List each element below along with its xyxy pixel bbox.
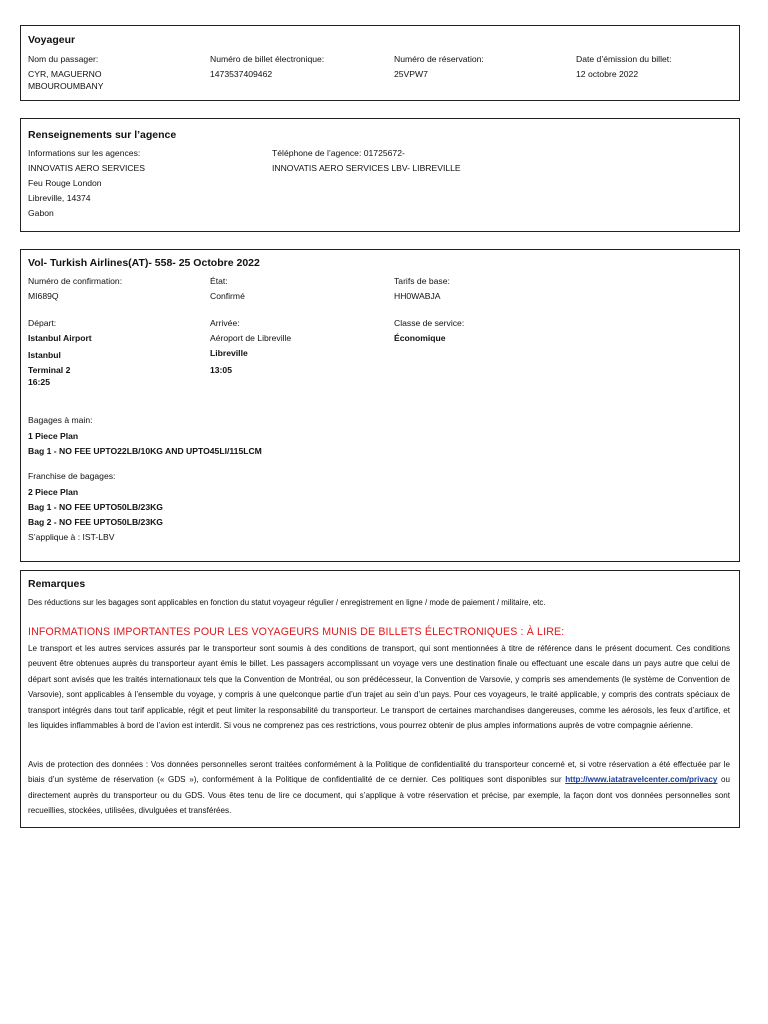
arrival-city: Libreville [210,348,248,358]
section-title: Voyageur [28,34,76,46]
flight-title: Vol- Turkish Airlines(AT)- 558- 25 Octobre 2022 [28,257,260,269]
flight-section [20,249,740,562]
allowance-pieces: 2 Piece Plan [28,487,79,497]
confirmation-value: MI689Q [28,291,59,301]
agency-phone-name: INNOVATIS AERO SERVICES LBV- LIBREVILLE [272,163,461,173]
carry-on-label: Bagages à main: [28,415,93,425]
issue-date-label: Date d’émission du billet: [576,54,672,64]
departure-label: Départ: [28,318,57,328]
allowance-bag2: Bag 2 - NO FEE UPTO50LB/23KG [28,517,163,527]
reservation-value: 25VPW7 [394,69,428,79]
status-label: État: [210,276,228,286]
section-title: Renseignements sur l’agence [28,129,177,141]
privacy-link[interactable]: http://www.iatatravelcenter.com/privacy [565,775,718,785]
important-heading: INFORMATIONS IMPORTANTES POUR LES VOYAGEURS MUNIS DE BILLETS ÉLECTRONIQUES : À LIRE: [28,626,565,638]
agency-section [20,118,740,232]
passenger-name-line2: MBOUROUMBANY [28,81,104,91]
carry-on-bag1: Bag 1 - NO FEE UPTO22LB/10KG AND UPTO45LI/115LCM [28,446,262,456]
remarks-section [20,570,740,828]
agency-address-line2: Libreville, 14374 [28,193,91,203]
privacy-text-before: Avis de protection des données : Vos données personnelles seront traitées conformément à la Politique de confidentialité du transporteur concerné et, si votre réservation a été effectuée par le biais d’un système de réservation (« GDS »), conformément à la Politique de confidentialité de ce dernier. Ces politiques sont disponibles sur [28,760,730,785]
departure-time: 16:25 [28,377,50,387]
class-label: Classe de service: [394,318,465,328]
section-title: Remarques [28,578,86,590]
class-value: Économique [394,333,446,343]
remarks-intro: Des réductions sur les bagages sont applicables en fonction du statut voyageur régulier / enregistrement en ligne / mode de paiement / militaire, etc. [28,598,546,607]
ticket-label: Numéro de billet électronique: [210,54,325,64]
voyageur-section [20,25,740,101]
allowance-bag1: Bag 1 - NO FEE UPTO50LB/23KG [28,502,163,512]
departure-airport: Istanbul Airport [28,333,92,343]
conditions-paragraph: Le transport et les autres services assurés par le transporteur sont soumis à des conditions de transport, qui sont mentionnées à titre de référence dans le présent document. Ces conditions peuvent être obtenues auprès du transporteur ayant émis le billet. Les passagers accomplissant un voyage vers une destination finale ou effectuant une escale dans un pays autre que celui de départ sont avisés que les traités internationaux tels que la Convention de Montréal, ou son prédécesseur, la Convention de Varsovie, y compris ses amendements (le système de Convention de Varsovie), sont applicables à l’ensemble du voyage, y compris à une quelconque partie d’un trajet au sein d’un pays. Pour ces voyageurs, le traité applicable, y compris des contrats spéciaux de transport intégrés dans tout tarif applicable, régit et peut limiter la responsabilité du transporteur. Le transport de certaines marchandises dangereuses, comme les aérosols, les feux d’artifice, et les liquides inflammables à bord de l’avion est interdit. Si vous ne comprenez pas ces restrictions, vous pourrez obtenir de plus amples informations auprès de votre compagnie aérienne. [28,644,730,731]
base-fare-value: HH0WABJA [394,291,441,301]
reservation-label: Numéro de réservation: [394,54,484,64]
passenger-label: Nom du passager: [28,54,99,64]
arrival-airport: Aéroport de Libreville [210,333,292,343]
confirmation-label: Numéro de confirmation: [28,276,123,286]
privacy-text-after: ou directement auprès du transporteur ou du GDS. Vous êtes tenu de lire ce document, qui s’applique à votre réservation et précise, par exemple, la façon dont vos données personnelles sont recueillies, stockées, utilisées, divulguées et transférées. [28,775,730,816]
agency-name: INNOVATIS AERO SERVICES [28,163,146,173]
privacy-paragraph [28,757,730,819]
arrival-time: 13:05 [210,365,232,375]
agency-phone-label: Téléphone de l’agence: 01725672- [272,148,405,158]
carry-on-pieces: 1 Piece Plan [28,431,79,441]
applies-to: S’applique à : IST-LBV [28,532,115,542]
agency-country: Gabon [28,208,54,218]
passenger-name-line1: CYR, MAGUERNO [28,69,102,79]
departure-city: Istanbul [28,350,61,360]
arrival-label: Arrivée: [210,318,240,328]
departure-terminal: Terminal 2 [28,365,71,375]
allowance-label: Franchise de bagages: [28,471,116,481]
agency-info-label: Informations sur les agences: [28,148,141,158]
agency-address-line1: Feu Rouge London [28,178,102,188]
issue-date-value: 12 octobre 2022 [576,69,639,79]
ticket-value: 1473537409462 [210,69,273,79]
base-fare-label: Tarifs de base: [394,276,450,286]
status-value: Confirmé [210,291,245,301]
